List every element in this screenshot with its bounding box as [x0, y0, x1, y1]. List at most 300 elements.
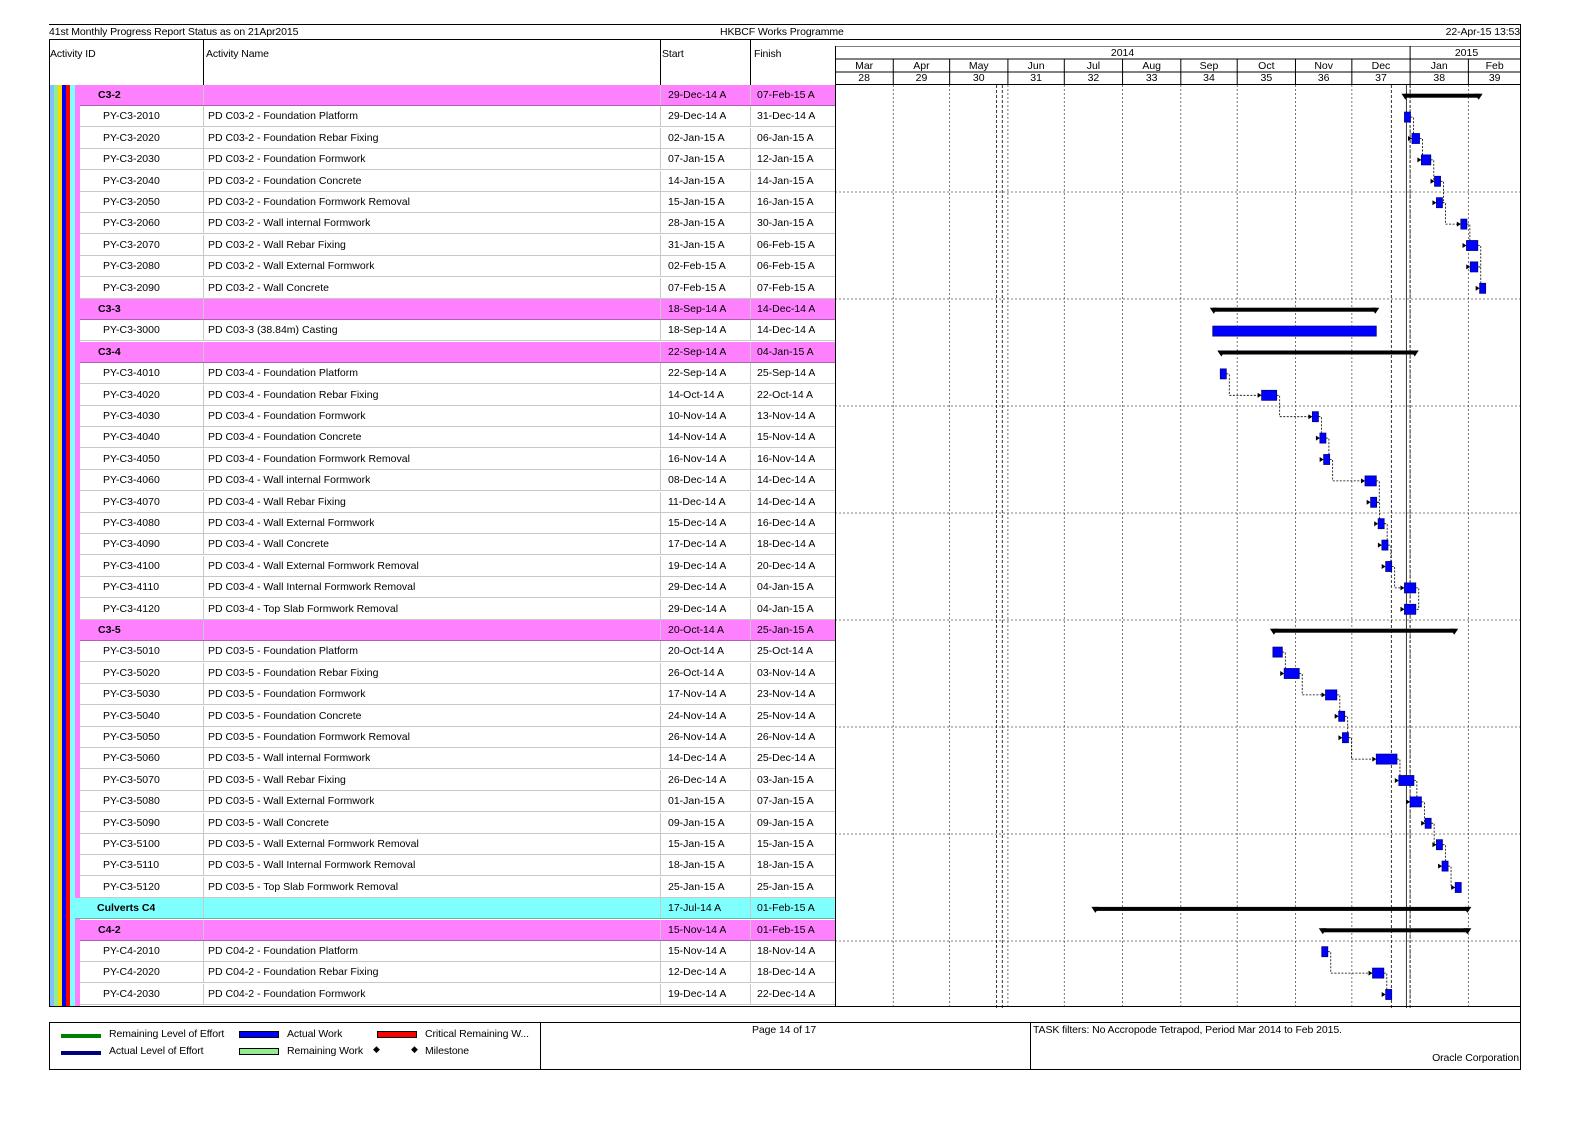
- column-divider: [660, 128, 661, 148]
- column-divider: [750, 791, 751, 811]
- activity-id: C3-2: [98, 89, 121, 101]
- column-divider: [203, 984, 204, 1004]
- table-row[interactable]: [80, 363, 835, 384]
- column-divider: [750, 984, 751, 1004]
- column-divider: [750, 406, 751, 426]
- column-divider: [203, 192, 204, 212]
- table-row[interactable]: [80, 641, 835, 662]
- gantt-timescale: [835, 46, 1521, 85]
- table-row[interactable]: [80, 727, 835, 748]
- column-divider: [660, 684, 661, 704]
- column-divider: [750, 577, 751, 597]
- week-number-label: 30: [972, 72, 985, 84]
- activity-id: PY-C3-5030: [103, 688, 160, 701]
- column-divider: [660, 877, 661, 897]
- column-divider: [750, 320, 751, 340]
- activity-start: 29-Dec-14 A: [668, 110, 727, 123]
- wbs-summary-row[interactable]: [80, 299, 835, 320]
- column-divider: [750, 449, 751, 469]
- column-divider: [203, 470, 204, 490]
- activity-name: PD C03-5 - Wall internal Formwork: [208, 752, 371, 765]
- column-divider: [750, 278, 751, 298]
- activity-start: 26-Dec-14 A: [668, 773, 727, 786]
- legend-remaining-loe-swatch: [61, 1034, 101, 1038]
- column-divider: [660, 256, 661, 276]
- year-label: 2014: [1110, 47, 1135, 59]
- column-divider: [750, 813, 751, 833]
- column-divider: [203, 278, 204, 298]
- column-divider: [203, 342, 204, 362]
- relationship-arrow-icon: [1258, 393, 1262, 398]
- relationship-arrow-icon: [1361, 478, 1365, 483]
- activity-name: PD C03-5 - Wall External Formwork: [208, 795, 375, 808]
- relationship-arrow-icon: [1417, 157, 1421, 162]
- activity-start: 15-Jan-15 A: [668, 196, 725, 208]
- relationship-arrow-icon: [1476, 286, 1480, 291]
- week-number-label: 36: [1317, 72, 1330, 84]
- activity-id: PY-C3-4060: [103, 474, 160, 487]
- column-divider: [203, 235, 204, 255]
- gantt-bars: [1091, 94, 1485, 1000]
- column-divider: [660, 449, 661, 469]
- relationship-line: [1299, 674, 1325, 695]
- column-divider: [203, 663, 204, 683]
- actual-work-bar: [1213, 326, 1377, 336]
- activity-start: 24-Nov-14 A: [668, 709, 727, 722]
- actual-work-bar: [1320, 433, 1326, 443]
- table-row[interactable]: [80, 663, 835, 684]
- activity-id: PY-C4-2030: [103, 987, 160, 1000]
- activity-id: PY-C3-5100: [103, 838, 160, 850]
- activity-finish: 25-Jan-15 A: [757, 880, 814, 893]
- relationship-line: [1448, 866, 1455, 887]
- activity-id: PY-C3-2070: [103, 238, 160, 251]
- relationship-arrow-icon: [1280, 671, 1284, 676]
- column-divider: [660, 984, 661, 1004]
- activity-id: PY-C3-4110: [103, 581, 160, 594]
- table-row[interactable]: [80, 470, 835, 491]
- activity-id: PY-C3-2080: [103, 260, 160, 273]
- activity-start: 20-Oct-14 A: [668, 624, 725, 636]
- wbs-summary-row[interactable]: [80, 85, 835, 106]
- activity-finish: 30-Jan-15 A: [757, 217, 814, 230]
- wbs-summary-row[interactable]: [80, 342, 835, 363]
- legend-remaining-loe-label: Remaining Level of Effort: [109, 1028, 225, 1040]
- column-divider: [203, 299, 204, 319]
- activity-start: 08-Dec-14 A: [668, 474, 727, 487]
- table-row[interactable]: [80, 770, 835, 791]
- table-row[interactable]: [80, 941, 835, 962]
- activity-finish: 18-Dec-14 A: [757, 538, 816, 551]
- wbs-summary-row[interactable]: [80, 620, 835, 641]
- actual-work-bar: [1421, 155, 1430, 165]
- table-row[interactable]: [80, 748, 835, 769]
- table-row[interactable]: [80, 235, 835, 256]
- column-divider: [203, 128, 204, 148]
- actual-work-bar: [1322, 947, 1328, 957]
- actual-work-bar: [1480, 283, 1486, 293]
- activity-start: 17-Jul-14 A: [668, 902, 722, 915]
- relationship-line: [1431, 160, 1435, 181]
- column-divider: [660, 85, 661, 105]
- table-row[interactable]: [80, 962, 835, 983]
- column-divider: [660, 192, 661, 212]
- table-row[interactable]: [80, 278, 835, 299]
- activity-start: 29-Dec-14 A: [668, 89, 727, 101]
- column-divider: [660, 727, 661, 747]
- activity-name: PD C03-4 - Wall External Formwork Removal: [208, 559, 419, 572]
- actual-work-bar: [1425, 818, 1431, 828]
- activity-name: PD C03-4 - Wall External Formwork: [208, 517, 375, 529]
- activity-id: C3-4: [98, 345, 121, 358]
- relationship-arrow-icon: [1316, 436, 1320, 441]
- legend-milestone-label: Milestone: [425, 1045, 470, 1057]
- table-row[interactable]: [80, 534, 835, 555]
- actual-work-bar: [1342, 733, 1348, 743]
- activity-id: PY-C3-4020: [103, 388, 160, 401]
- activity-id: PY-C3-5060: [103, 752, 160, 765]
- activity-finish: 14-Dec-14 A: [757, 324, 816, 337]
- programme-title: HKBCF Works Programme: [720, 26, 844, 38]
- table-row[interactable]: [80, 984, 835, 1005]
- activity-id: PY-C4-2010: [103, 945, 160, 957]
- activity-name: PD C03-2 - Foundation Concrete: [208, 174, 362, 187]
- table-row[interactable]: [80, 106, 835, 127]
- column-divider: [660, 513, 661, 533]
- table-row[interactable]: [80, 492, 835, 513]
- actual-work-bar: [1404, 604, 1415, 614]
- column-divider: [660, 363, 661, 383]
- activity-name: PD C03-4 - Foundation Formwork: [208, 410, 366, 422]
- relationship-arrow-icon: [1382, 992, 1386, 997]
- column-divider: [660, 385, 661, 405]
- actual-work-bar: [1373, 968, 1384, 978]
- activity-finish: 12-Jan-15 A: [757, 153, 814, 166]
- column-divider: [660, 149, 661, 169]
- table-row[interactable]: [80, 813, 835, 834]
- column-divider: [203, 941, 204, 961]
- activity-name: PD C03-5 - Wall Internal Formwork Removal: [208, 859, 416, 872]
- column-divider: [750, 556, 751, 576]
- activity-finish: 18-Nov-14 A: [757, 945, 816, 957]
- activity-start: 19-Dec-14 A: [668, 987, 727, 1000]
- relationship-arrow-icon: [1372, 757, 1376, 762]
- table-row[interactable]: [80, 320, 835, 341]
- column-divider: [203, 534, 204, 554]
- column-divider: [660, 663, 661, 683]
- activity-finish: 04-Jan-15 A: [757, 581, 814, 594]
- column-divider: [660, 748, 661, 768]
- legend-actual-work-label: Actual Work: [287, 1028, 343, 1040]
- relationship-line: [1330, 460, 1365, 481]
- activity-id: C3-3: [98, 303, 121, 315]
- activity-start: 26-Nov-14 A: [668, 731, 727, 743]
- activity-finish: 16-Nov-14 A: [757, 452, 816, 465]
- column-divider: [660, 492, 661, 512]
- column-divider: [750, 213, 751, 233]
- column-divider: [203, 406, 204, 426]
- column-divider: [660, 599, 661, 619]
- legend-critical-remaining-label: Critical Remaining W...: [425, 1028, 529, 1040]
- activity-finish: 20-Dec-14 A: [757, 559, 816, 572]
- legend-remaining-work-label: Remaining Work: [287, 1045, 364, 1057]
- column-divider: [660, 406, 661, 426]
- column-divider: [660, 278, 661, 298]
- col-header-activity-id[interactable]: Activity ID: [50, 48, 96, 60]
- col-header-start[interactable]: Start: [662, 48, 684, 60]
- relationship-arrow-icon: [1451, 885, 1455, 890]
- table-row[interactable]: [80, 149, 835, 170]
- table-row[interactable]: [80, 577, 835, 598]
- table-row[interactable]: [80, 213, 835, 234]
- relationship-arrow-icon: [1382, 564, 1386, 569]
- column-divider: [203, 898, 204, 918]
- activity-start: 22-Sep-14 A: [668, 345, 727, 358]
- relationship-line: [1226, 374, 1261, 395]
- table-row[interactable]: [80, 877, 835, 898]
- activity-id: PY-C3-4010: [103, 367, 160, 380]
- activity-name: PD C03-5 - Foundation Formwork: [208, 688, 366, 701]
- activity-start: 26-Oct-14 A: [668, 666, 725, 679]
- summary-bar: [1322, 928, 1469, 932]
- column-divider: [660, 235, 661, 255]
- legend-critical-remaining-swatch: [377, 1031, 417, 1038]
- column-divider: [203, 385, 204, 405]
- month-label: Oct: [1258, 60, 1275, 72]
- activity-finish: 22-Dec-14 A: [757, 987, 816, 1000]
- actual-work-bar: [1410, 797, 1421, 807]
- month-label: Feb: [1485, 60, 1504, 72]
- activity-finish: 15-Nov-14 A: [757, 431, 816, 444]
- activity-start: 01-Jan-15 A: [668, 795, 725, 808]
- report-title: 41st Monthly Progress Report Status as on 21Apr2015: [49, 26, 299, 38]
- activity-name: PD C03-5 - Top Slab Formwork Removal: [208, 880, 399, 893]
- actual-work-bar: [1386, 562, 1392, 572]
- table-row[interactable]: [80, 834, 835, 855]
- column-divider: [750, 171, 751, 191]
- legend-actual-loe-label: Actual Level of Effort: [109, 1045, 204, 1057]
- table-row[interactable]: [80, 791, 835, 812]
- week-number-label: 32: [1087, 72, 1100, 84]
- activity-name: PD C03-2 - Wall internal Formwork: [208, 217, 371, 230]
- activity-name: PD C04-2 - Foundation Platform: [208, 945, 358, 957]
- column-divider: [660, 855, 661, 875]
- actual-work-bar: [1461, 219, 1467, 229]
- activity-start: 07-Feb-15 A: [668, 281, 726, 294]
- table-row[interactable]: [80, 855, 835, 876]
- activity-id: PY-C3-4090: [103, 538, 160, 551]
- actual-work-bar: [1404, 112, 1410, 122]
- actual-work-bar: [1404, 583, 1415, 593]
- activity-start: 12-Dec-14 A: [668, 966, 727, 979]
- activity-name: PD C03-4 - Wall Rebar Fixing: [208, 495, 346, 508]
- activity-id: Culverts C4: [97, 902, 156, 915]
- activity-start: 02-Feb-15 A: [668, 260, 726, 273]
- table-row[interactable]: [80, 192, 835, 213]
- activity-name: PD C03-2 - Foundation Rebar Fixing: [208, 131, 379, 144]
- activity-id: PY-C3-4030: [103, 410, 160, 422]
- column-divider: [660, 299, 661, 319]
- actual-work-bar: [1442, 861, 1448, 871]
- col-header-finish[interactable]: Finish: [754, 48, 782, 60]
- relationship-arrow-icon: [1432, 200, 1436, 205]
- column-divider: [660, 534, 661, 554]
- column-divider: [750, 235, 751, 255]
- activity-id: PY-C3-5040: [103, 709, 160, 722]
- actual-work-bar: [1466, 241, 1477, 251]
- column-divider: [660, 706, 661, 726]
- activity-start: 31-Jan-15 A: [668, 238, 725, 251]
- activity-start: 18-Sep-14 A: [668, 303, 727, 315]
- activity-start: 16-Nov-14 A: [668, 452, 727, 465]
- column-divider: [660, 171, 661, 191]
- actual-work-bar: [1376, 754, 1397, 764]
- relationship-arrow-icon: [1322, 692, 1326, 697]
- relationship-arrow-icon: [1338, 735, 1342, 740]
- table-row[interactable]: [80, 256, 835, 277]
- column-divider: [660, 320, 661, 340]
- activity-start: 14-Nov-14 A: [668, 431, 727, 444]
- column-divider: [203, 727, 204, 747]
- actual-work-bar: [1273, 647, 1282, 657]
- column-divider: [750, 684, 751, 704]
- wbs-summary-row[interactable]: [75, 898, 835, 919]
- column-divider: [750, 727, 751, 747]
- column-divider: [203, 706, 204, 726]
- column-divider: [203, 813, 204, 833]
- column-divider: [660, 941, 661, 961]
- activity-name: PD C03-4 - Wall Concrete: [208, 538, 329, 551]
- print-timestamp: 22-Apr-15 13:53: [1445, 26, 1520, 38]
- column-divider: [750, 620, 751, 640]
- activity-finish: 01-Feb-15 A: [757, 923, 815, 936]
- week-number-label: 31: [1030, 72, 1042, 84]
- column-divider: [660, 556, 661, 576]
- month-label: Jul: [1086, 60, 1101, 72]
- table-row[interactable]: [80, 556, 835, 577]
- wbs-summary-row[interactable]: [80, 920, 835, 941]
- column-divider: [750, 256, 751, 276]
- relationship-arrow-icon: [1369, 971, 1373, 976]
- legend-milestone-diamond-icon: ◆: [411, 1044, 418, 1054]
- summary-bar: [1094, 907, 1468, 911]
- table-row[interactable]: [80, 171, 835, 192]
- gantt-chart: [835, 46, 1521, 1008]
- activity-finish: 01-Feb-15 A: [757, 902, 815, 915]
- activity-finish: 15-Jan-15 A: [757, 838, 814, 850]
- column-divider: [660, 791, 661, 811]
- column-divider: [750, 149, 751, 169]
- activity-id: PY-C3-4100: [103, 559, 160, 572]
- column-divider: [660, 962, 661, 982]
- activity-name: PD C03-4 - Foundation Formwork Removal: [208, 452, 410, 465]
- column-divider: [203, 513, 204, 533]
- activity-name: PD C03-2 - Foundation Platform: [208, 110, 358, 123]
- page-number: Page 14 of 17: [752, 1024, 817, 1036]
- activity-name: PD C03-5 - Wall External Formwork Removal: [208, 838, 419, 850]
- activity-name: PD C03-5 - Foundation Platform: [208, 645, 358, 658]
- column-divider: [750, 427, 751, 447]
- activity-finish: 14-Dec-14 A: [757, 303, 816, 315]
- table-row[interactable]: [80, 513, 835, 534]
- relationship-arrow-icon: [1320, 457, 1324, 462]
- gantt-grid: [835, 85, 1521, 1008]
- activity-start: 29-Dec-14 A: [668, 602, 727, 615]
- table-row[interactable]: [80, 599, 835, 620]
- col-header-activity-name[interactable]: Activity Name: [206, 48, 269, 60]
- column-divider: [660, 470, 661, 490]
- relationship-arrow-icon: [1462, 243, 1466, 248]
- activity-finish: 13-Nov-14 A: [757, 410, 816, 422]
- activity-start: 17-Dec-14 A: [668, 538, 727, 551]
- table-row[interactable]: [80, 706, 835, 727]
- table-row[interactable]: [80, 406, 835, 427]
- relationship-arrow-icon: [1395, 778, 1399, 783]
- column-divider: [750, 599, 751, 619]
- activity-id: PY-C3-2040: [103, 174, 160, 187]
- year-label: 2015: [1454, 47, 1479, 59]
- week-number-label: 29: [915, 72, 928, 84]
- column-divider: [750, 663, 751, 683]
- column-divider: [750, 855, 751, 875]
- column-divider: [750, 534, 751, 554]
- week-number-label: 33: [1145, 72, 1158, 84]
- table-row[interactable]: [80, 385, 835, 406]
- relationship-arrow-icon: [1457, 222, 1461, 227]
- month-label: May: [968, 60, 989, 72]
- activity-id: C4-2: [98, 923, 121, 936]
- column-divider: [750, 299, 751, 319]
- actual-work-bar: [1371, 497, 1377, 507]
- activity-id: PY-C3-2060: [103, 217, 160, 230]
- activity-id: PY-C3-5080: [103, 795, 160, 808]
- relationship-arrow-icon: [1367, 500, 1371, 505]
- table-row[interactable]: [80, 128, 835, 149]
- table-row[interactable]: [80, 449, 835, 470]
- relationship-arrow-icon: [1406, 799, 1410, 804]
- column-divider: [203, 85, 204, 105]
- relationship-arrow-icon: [1400, 607, 1404, 612]
- activity-id: PY-C3-3000: [103, 324, 160, 337]
- table-row[interactable]: [80, 684, 835, 705]
- activity-name: PD C03-2 - Wall Rebar Fixing: [208, 238, 346, 251]
- activity-start: 10-Nov-14 A: [668, 410, 727, 422]
- table-row[interactable]: [80, 427, 835, 448]
- actual-work-bar: [1436, 198, 1442, 208]
- column-divider: [203, 962, 204, 982]
- column-divider: [203, 791, 204, 811]
- activity-name: PD C03-3 (38.84m) Casting: [208, 324, 338, 337]
- activity-finish: 07-Jan-15 A: [757, 795, 814, 808]
- column-divider: [203, 577, 204, 597]
- column-divider: [203, 449, 204, 469]
- activity-start: 15-Dec-14 A: [668, 517, 727, 529]
- activity-finish: 14-Dec-14 A: [757, 495, 816, 508]
- column-divider: [203, 427, 204, 447]
- activity-id: PY-C3-2030: [103, 153, 160, 166]
- summary-bar: [1404, 94, 1479, 98]
- relationship-line: [1392, 567, 1405, 588]
- activity-start: 19-Dec-14 A: [668, 559, 727, 572]
- relationship-arrow-icon: [1335, 714, 1339, 719]
- relationship-line: [1421, 802, 1425, 823]
- activity-start: 25-Jan-15 A: [668, 880, 725, 893]
- column-divider: [750, 106, 751, 126]
- activity-finish: 25-Dec-14 A: [757, 752, 816, 765]
- activity-id: PY-C3-4120: [103, 602, 160, 615]
- activity-id: PY-C3-2090: [103, 281, 160, 294]
- relationship-line: [1328, 952, 1373, 973]
